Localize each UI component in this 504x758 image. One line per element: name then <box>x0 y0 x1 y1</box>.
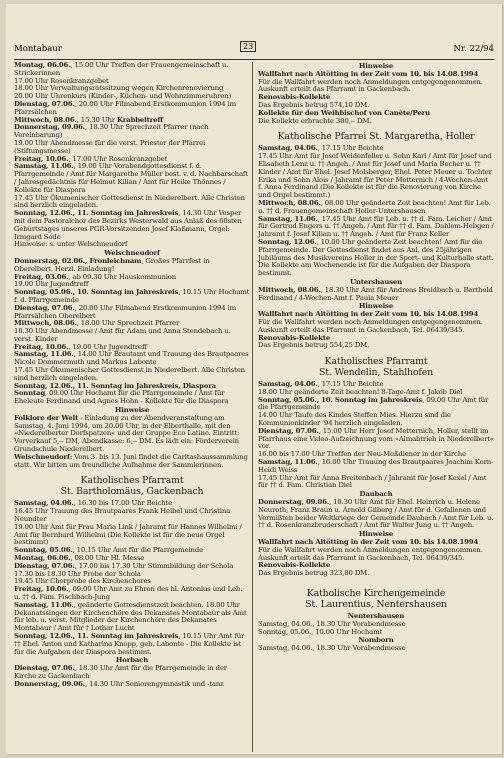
header-town: Montabaur <box>14 44 62 54</box>
paragraph: Wallfahrt nach Altötting in der Zeit vom 10. bis 14.08.1994 <box>258 310 479 319</box>
column-divider <box>252 62 253 752</box>
left-column <box>14 62 250 689</box>
paragraph: Samstag, 04.06., 16.30 bis 17.00 Uhr Beichte <box>14 499 173 508</box>
paragraph: Kollekte für den Weihbischof von Canète/Peru <box>258 108 430 117</box>
paragraph: Mittwoch, 08.06., 18.00 Uhr Sprechzeit Pfarrer <box>14 319 180 328</box>
paragraph: Freitag, 10.06., 19.00 Uhr Jugendtreff <box>14 342 147 351</box>
paragraph: 18.00 Uhr geänderte Zeit beachten! 8-Tage-Amt f. Jakob Diel <box>258 387 463 396</box>
paragraph: Das Ergebnis betrug 554,25 DM. <box>258 341 370 350</box>
section-title: Katholische Kirchengemeinde St. Laurentius, Nentershausen <box>305 588 447 611</box>
section-title: Katholisches Pfarramt St. Wendelin, Stahlhofen <box>318 356 434 379</box>
paragraph: 19.00 Uhr Amt für Frau Maria Link / Jahramt für Hannes Wilhelmi / Amt für Bernhard Wilhelmi (Die Kollekte ist für die neue Orgel bestimmt) <box>14 522 242 547</box>
spacer <box>258 578 494 582</box>
paragraph: 16.45 Uhr Trauung des Brautpaares Frank Heibel und Christina Neundter <box>14 507 231 524</box>
paragraph: Samstag, 11.06., 19.00 Uhr Vorabendgottesdienst f. d. Pfarrgemeinde / Amt für Margarethe Müller best. v. d. Nachbarschaft / Jahresgedächtnis für Helmut Kilian / Amt für Heike Thönnes / Kollekte für Diaspora <box>14 162 248 194</box>
paragraph: Für die Wallfahrt werden noch Anmeldungen entgegengenommen. Auskunft erteilt das Pfarramt in Gackenbach. <box>258 77 483 94</box>
section-title: Katholisches Pfarramt St. Bartholomäus, Gackenbach <box>60 475 204 498</box>
header-rule <box>14 59 494 60</box>
section-title: Katholische Pfarrei St. Margaretha, Holler <box>277 131 475 143</box>
paragraph: Samstag, 11.06., 16.00 Uhr Trauung des Brautpaares Joachim Korn-Heidi Weiss <box>258 458 494 474</box>
paragraph: Sonntag, 05.06., 10.00 Uhr Hochamt <box>258 627 383 636</box>
paragraph: Samstag, 11.06., geänderte Gottesdienstzeit beachten. 18.00 Uhr Dekanatssingen der Kirchenchöre des Dekanates Montabaur als Amt für leb. u. verst. Mitglieder der Kirchenchöre des Dekanates Montabaur / Amt für † Lothar Lucht <box>14 600 247 633</box>
subheading: Hinweise <box>114 406 150 415</box>
paragraph: 18.00 Uhr Verwaltungsratssitzung wegen Kirchenrenovierung <box>14 84 224 93</box>
paragraph: Wallfahrt nach Altötting in der Zeit vom 10. bis 14.08.1994 <box>258 538 479 547</box>
paragraph: Renovabis-Kollekte <box>258 333 331 342</box>
right-column <box>258 62 494 653</box>
paragraph: 16.00 bis 17.00 Uhr Treffen der Neu-Meßdiener in der Kirche <box>258 450 466 459</box>
paragraph: Renovabis-Kollekte <box>258 561 331 570</box>
paragraph: Für die Wallfahrt werden noch Anmeldungen entgegengenommen. Auskunft erteilt das Pfarramt in Gackenbach, Tel. 06439/345. <box>258 545 483 562</box>
paragraph: Donnerstag, 02.06., Fronleichnam, Großes Pfarrfest in Oberelbert. Herzl. Einladung! <box>14 256 210 273</box>
paragraph: Samstag, 11.06., 17.45 Uhr Amt für Leb. u. †† d. Fam. Leicher / Amt für Gertrud Engers u. †† Angeh. / Amt für †† d. Fam. Dahlem-Hebgen / Jahramt f. Josef Kilian u. †† Angeh. / Amt für Franz Keller <box>258 214 494 239</box>
paragraph: Montag, 06.06., 08.00 Uhr Hl. Messe <box>14 554 145 563</box>
paragraph: Mittwoch, 08.06., 15.30 Uhr Krabbeltreff <box>14 115 164 124</box>
page-number: 23 <box>240 41 256 52</box>
paragraph: Welschneudorf: Vom 3. bis 13. Juni findet die Caritashaussammlung statt. Wir bitten um freundliche Aufnahme der Sammlerinnen. <box>14 452 248 469</box>
paragraph: Sonntag, 12.06., 11. Sonntag im Jahreskreis, 14.30 Uhr Vesper mit dem Pastoralchor des Bezirks Westerwald aus Anlaß des 60sten Geburtstages unseres PGR-Vorsitzenden Josef Klaßmann, Orgel: Irmgard Sode <box>14 209 242 241</box>
paragraph: Mittwoch, 08.06., 08.00 Uhr geänderte Zeit beachten! Amt für Leb. u. †† d. Frauengemeinschaft Holler-Untershausen <box>258 198 491 215</box>
paragraph: Sonntag, 12.06., 11. Sonntag im Jahreskreis, 10.15 Uhr Amt für †† Ehel. Anton und Katharina Knopp, geb. Labonte - Die Kollekte ist für die Aufgaben der Diaspora bestimmt. <box>14 631 245 656</box>
paragraph: Sonntag, 12.06., 11. Sonntag im Jahreskreis, Diaspora Sonntag, 09.00 Uhr Hochamt für die Pfarrgemeinde / Amt für Eheleute Ferdinand und Agnes Hohn - Kollekte für die Diaspora <box>14 381 229 406</box>
paragraph: Montag, 06.06., 15.00 Uhr Treffen der Frauengemeinschaft u. Strickerinnen <box>14 61 229 77</box>
paragraph: Das Ergebnis betrug 323,80 DM. <box>258 569 370 578</box>
subheading: Nentershausen <box>347 612 405 621</box>
paragraph: Das Ergebnis betrug 574,10 DM. <box>258 100 370 109</box>
subheading: Hinweise <box>358 530 394 539</box>
paragraph: Sonntag, 12.06., 10.00 Uhr geänderte Zeit beachten! Amt für die Pfarrgemeinde. Der Gottesdienst findet aus Anl. des 25jährigen Jubiläums des Musikvereins Holler in der Sport- und Kulturhalle statt. Die Kollekte am Wochenende ist für die Aufgaben der Diaspora bestimmt. <box>258 237 494 278</box>
subheading: Welschneudorf <box>104 249 160 258</box>
subheading: Hinweise <box>358 302 394 311</box>
subheading: Hinweise <box>358 62 394 70</box>
newspaper-page <box>6 4 502 754</box>
paragraph: 17.45 Uhr Ökumenischer Gottesdienst in Niederelbert. Alle Christen sind herzlich eingeladen. <box>14 193 245 210</box>
paragraph: 20.00 Uhr Uhrenkurs (Kinder-, Küchen- und Wohnzimmeruhren) <box>14 92 232 101</box>
subheading: Daubach <box>359 490 393 499</box>
paragraph: 19.00 Uhr Jugendtreff <box>14 280 89 289</box>
paragraph: Wallfahrt nach Altötting in der Zeit vom 10. bis 14.08.1994 <box>258 69 479 78</box>
paragraph: Für die Wallfahrt werden noch Anmeldungen entgegengenommen. Auskunft erteilt das Pfarramt in Gackenbach, Tel. 06439/345. <box>258 317 483 334</box>
paragraph: Donnerstag, 09.06., 14.30 Uhr Seniorengymnastik und -tanz <box>14 679 224 688</box>
paragraph: Hinweise: s. unter Welschneudorf <box>14 240 128 249</box>
paragraph: 17.45 Uhr Amt für Anna Breitenbach / Jahramt für Josef Kexel / Amt für †† d. Fam. Christian Diel <box>258 473 487 490</box>
paragraph: Sonntag, 05.06., 10. Sonntag im Jahreskreis, 10.15 Uhr Hochamt f. d. Pfarrgemeinde <box>14 288 250 304</box>
paragraph: 17.30 bis 18.30 Uhr Probe der Schola <box>14 569 141 578</box>
paragraph: Freitag, 03.06., ab 09.30 Uhr Hauskommunion <box>14 272 177 281</box>
paragraph: 17.45 Uhr Ökumenischer Gottesdienst in Niederelbert. Alle Christen sind herzlich eingeladen. <box>14 366 245 382</box>
paragraph: Mittwoch, 08.06., 18.30 Uhr Amt für Andreas Breidbach u. Berthold Ferdinand / 4-Wochen-Amt f. Paula Meuer <box>258 285 493 302</box>
subheading: Nomborn <box>358 636 394 645</box>
paragraph: Renovabis-Kollekte <box>258 93 331 102</box>
subheading: Horbach <box>115 656 149 665</box>
paragraph: 19.00 Uhr Abendmesse für die verst. Priester der Pfarrei (Stiftungsmesse) <box>14 138 206 155</box>
paragraph: 18.30 Uhr Abendmesse / Amt für Adam und Anna Stendebach u. verst. Kinder <box>14 327 231 343</box>
paragraph: Freitag, 10.06., 09.00 Uhr Amt zu Ehren des hl. Antonius und Leb. u. †† d. Fam. Fischbach-Jung <box>14 585 243 601</box>
paragraph: Samstag, 04.06., 18.30 Uhr Vorabendmesse <box>258 644 406 653</box>
paragraph: 14.00 Uhr Taufe des Kindes Steffen Mies. Hierzu sind die Kommunionkinder '94 herzlich eingeladen. <box>258 411 451 428</box>
paragraph: Folklore der Welt - Einladung zu der Abendveranstaltung am Samstag, 4. Juni 1994, um 20.00 Uhr, in der Elberthalle, mit den »Niederelberter Dorfspatzen« und der Gruppe Eco Latino. Eintritt: Vorverkauf 5,-- DM, Abendkasse: 6,-- DM. Es lädt ein: Förderverein Grundschule Niederelbert. <box>14 413 240 454</box>
paragraph: Dienstag, 07.06., 20.00 Uhr Filmabend Erstkommunion 1994 im Pfarrsälchen <box>14 99 236 116</box>
paragraph: Dienstag, 07.06., 18.30 Uhr Amt für die Pfarrgemeinde in der Kirche zu Gackenbach <box>14 664 227 680</box>
paragraph: Sonntag, 05.06., 10. Sonntag im Jahreskreis, 09.00 Uhr Amt für die Pfarrgemeinde <box>258 395 489 412</box>
paragraph: Samstag, 04.06., 18.30 Uhr Vorabendmesse <box>258 619 406 628</box>
page-header <box>14 44 494 58</box>
paragraph: Samstag, 04.06., 17.15 Uhr Beichte <box>258 380 384 389</box>
paragraph: Samstag, 11.06., 14.00 Uhr Brautamt und Trauung des Brautpaares Nicole Dommermuth und Markus Labonte <box>14 350 249 367</box>
paragraph: Freitag, 10.06., 17.00 Uhr Rosenkranzgebet <box>14 154 168 163</box>
issue-number: Nr. 22/94 <box>453 44 494 54</box>
paragraph: 17.00 Uhr Rosenkranzgebet <box>14 76 109 85</box>
paragraph: Samstag, 04.06., 17.15 Uhr Beichte <box>258 144 384 153</box>
paragraph: Dienstag, 07.06., 20.00 Uhr Filmabend Erstkommunion 1994 im Pfarrsälchen Oberelbert <box>14 303 236 320</box>
paragraph: 17.45 Uhr Amt für Josef Weidenfeller u. Sohn Karl / Amt für Josef und Elisabeth Lenz u. †† Angeh. / Amt für Josef und Maria Becher u. †† Kinder / Amt für Ehel. Josef Molsberger, Ehel. Peter Meuer u. Tochter Erika und Sohn Alois / Jahramt für Peter Metternich / 4-Wochen-Amt f. Anna Ferdinand (Die Kollekte ist für die Renovierung von Kirche und Orgel bestimmt.) <box>258 152 492 200</box>
paragraph: Donnerstag, 09.06., 18.30 Uhr Amt für Ehel. Heinrich u. Helene Neuroth, Franz Braun u. Arnold Gilberg / Amt für d. Gefallenen und Vermißten beider Weltkriege der Gemeinde Daubach / Amt für Leb. u. †† d. Rosenkranzbruderschaft / Amt für Walter Jung u. †† Angeh. <box>258 498 494 530</box>
paragraph: Sonntag, 05.06., 10.15 Uhr Amt für die Pfarrgemeinde <box>14 546 204 555</box>
paragraph: Dienstag, 07.06., 15.00 Uhr Herr Josef Metternich, Holler, stellt im Pfarrhaus eine Video-Aufzeichnung vom »Almabtrieb in Niederelbert« vor. <box>258 426 494 451</box>
paragraph: Die Kollekte erbrachte 380,-- DM. <box>258 116 372 125</box>
paragraph: Donnerstag, 09.06., 18.30 Uhr Sprechzeit Pfarrer (nach Vereinbarung) <box>14 123 209 140</box>
paragraph: 19.45 Uhr Chorprobe des Kirchenchores <box>14 577 151 586</box>
paragraph: Dienstag, 07.06., 17.00 bis 17.30 Uhr Stimmbildung der Schola <box>14 561 234 570</box>
subheading: Untershausen <box>349 277 403 286</box>
